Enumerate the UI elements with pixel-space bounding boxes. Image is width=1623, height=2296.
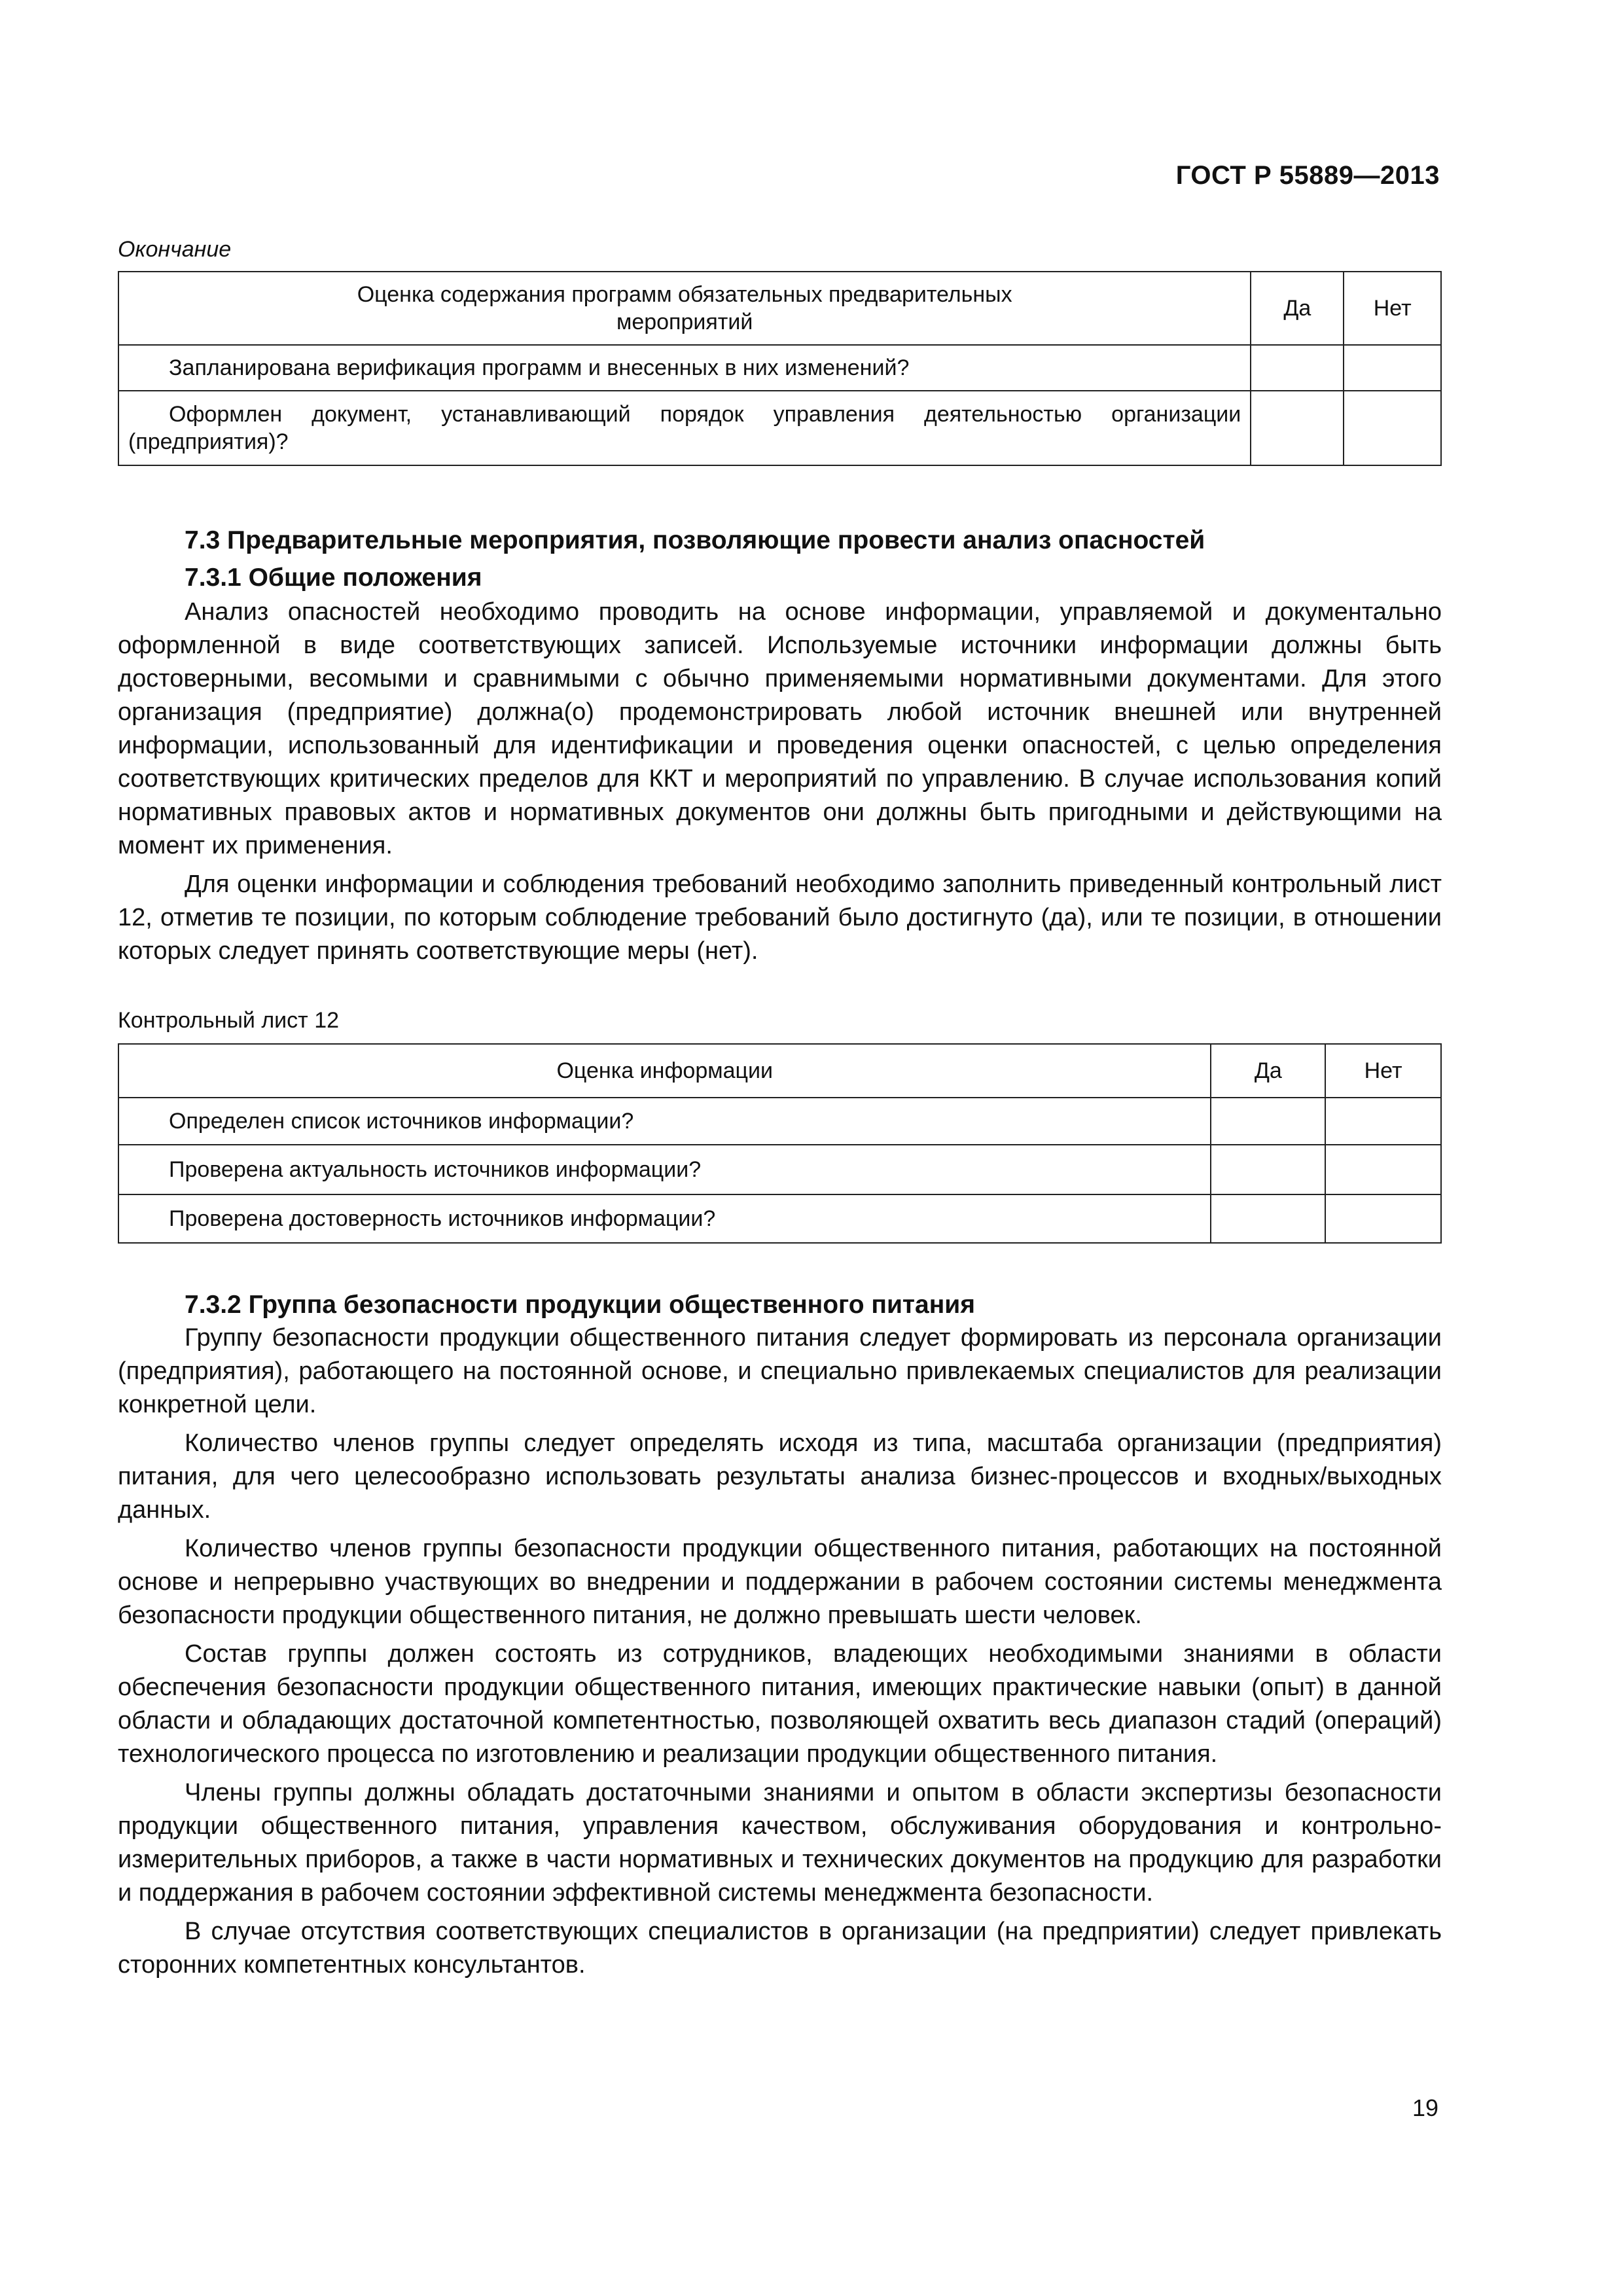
subsection-title: 7.3.2 Группа безопасности продукции общественного питания xyxy=(185,1291,976,1319)
table2-row-no-cell[interactable] xyxy=(1325,1145,1441,1194)
table2-header-question: Оценка информации xyxy=(118,1044,1211,1098)
paragraph: Состав группы должен состоять из сотрудников, владеющих необходимыми знаниями в области обеспечения безопасности продукции общественного питания, имеющих практические навыки (опыт) в данной области и обладающих достаточной компетентностью, позволяющей охватить весь диапазон стадий (операций) технологического процесса по изготовлению и реализации продукции общественного питания. xyxy=(118,1640,1442,1768)
document-id: ГОСТ Р 55889—2013 xyxy=(1175,161,1440,190)
table2-row-no-cell[interactable] xyxy=(1325,1194,1441,1243)
paragraph: В случае отсутствия соответствующих специалистов в организации (на предприятии) следует привлекать сторонних компетентных консультантов. xyxy=(118,1918,1442,1979)
table-row xyxy=(118,345,1441,391)
table2 xyxy=(118,1043,1442,1244)
paragraph: Для оценки информации и соблюдения требований необходимо заполнить приведенный контрольный лист 12, отметив те позиции, по которым соблюдение требований было достигнуто (да), или те позиции, в отношении которых следует принять соответствующие меры (нет). xyxy=(118,870,1442,965)
table2-caption: Контрольный лист 12 xyxy=(118,1008,340,1033)
table1-row-yes-cell[interactable] xyxy=(1251,391,1344,465)
section-title: 7.3 Предварительные мероприятия, позволяющие провести анализ опасностей xyxy=(185,526,1205,554)
table2-row-yes-cell[interactable] xyxy=(1211,1098,1325,1145)
table1-caption: Окончание xyxy=(118,237,232,262)
table2-row-yes-cell[interactable] xyxy=(1211,1194,1325,1243)
table2-row-question: Определен список источников информации? xyxy=(118,1098,1211,1145)
table1-row-no-cell[interactable] xyxy=(1344,391,1441,465)
table2-row-question: Проверена достоверность источников информации? xyxy=(118,1194,1211,1243)
paragraph: Анализ опасностей необходимо проводить на основе информации, управляемой и документально оформленной в виде соответствующих записей. Используемые источники информации должны быть достоверными, весомыми и сравнимыми с обычно применяемыми нормативными документами. Для этого организация (предприятие) должна(о) продемонстрировать любой источник внешней или внутренней информации, использованный для идентификации и проведения оценки опасностей, с целью определения соответствующих критических пределов для ККТ и мероприятий по управлению. В случае использования копий нормативных правовых актов и нормативных документов они должны быть пригодными и действующими на момент их применения. xyxy=(118,598,1442,859)
table1-row-no-cell[interactable] xyxy=(1344,345,1441,391)
table-row xyxy=(118,1194,1441,1243)
section-7-3 xyxy=(118,524,1442,973)
table2-header-row xyxy=(118,1044,1441,1098)
table1-row-question: Запланирована верификация программ и внесенных в них изменений? xyxy=(118,345,1251,391)
table-row xyxy=(118,1145,1441,1194)
table2-header-yes: Да xyxy=(1211,1044,1325,1098)
paragraph: Количество членов группы безопасности продукции общественного питания, работающих на постоянной основе и непрерывно участвующих во внедрении и поддержании в рабочем состоянии системы менеджмента безопасности продукции общественного питания, не должно превышать шести человек. xyxy=(118,1535,1442,1629)
table1 xyxy=(118,271,1442,466)
table2-row-yes-cell[interactable] xyxy=(1211,1145,1325,1194)
table1-header-no: Нет xyxy=(1344,272,1441,345)
table2-row-no-cell[interactable] xyxy=(1325,1098,1441,1145)
table1-header-row xyxy=(118,272,1441,345)
subsection-title: 7.3.1 Общие положения xyxy=(185,564,482,592)
table2-row-question: Проверена актуальность источников информации? xyxy=(118,1145,1211,1194)
section-7-3-2 xyxy=(118,1288,1442,1987)
paragraph: Количество членов группы следует определять исходя из типа, масштаба организации (предприятия) питания, для чего целесообразно использовать результаты анализа бизнес-процессов и входных/выходных данных. xyxy=(118,1429,1442,1524)
table1-header-question: Оценка содержания программ обязательных предварительных мероприятий xyxy=(118,272,1251,345)
table-row xyxy=(118,391,1441,465)
table1-row-question: Оформлен документ, устанавливающий порядок управления деятельностью организации (предприятия)? xyxy=(118,391,1251,465)
table1-row-yes-cell[interactable] xyxy=(1251,345,1344,391)
paragraph: Члены группы должны обладать достаточными знаниями и опытом в области экспертизы безопасности продукции общественного питания, управления качеством, обслуживания оборудования и контрольно-измерительных приборов, а также в части нормативных и технических документов на продукцию для разработки и поддержания в рабочем состоянии эффективной системы менеджмента безопасности. xyxy=(118,1779,1442,1907)
paragraph: Группу безопасности продукции общественного питания следует формировать из персонала организации (предприятия), работающего на постоянной основе, и специально привлекаемых специалистов для реализации конкретной цели. xyxy=(118,1324,1442,1418)
page-number: 19 xyxy=(1412,2094,1438,2121)
table-row xyxy=(118,1098,1441,1145)
table2-header-no: Нет xyxy=(1325,1044,1441,1098)
table1-header-yes: Да xyxy=(1251,272,1344,345)
